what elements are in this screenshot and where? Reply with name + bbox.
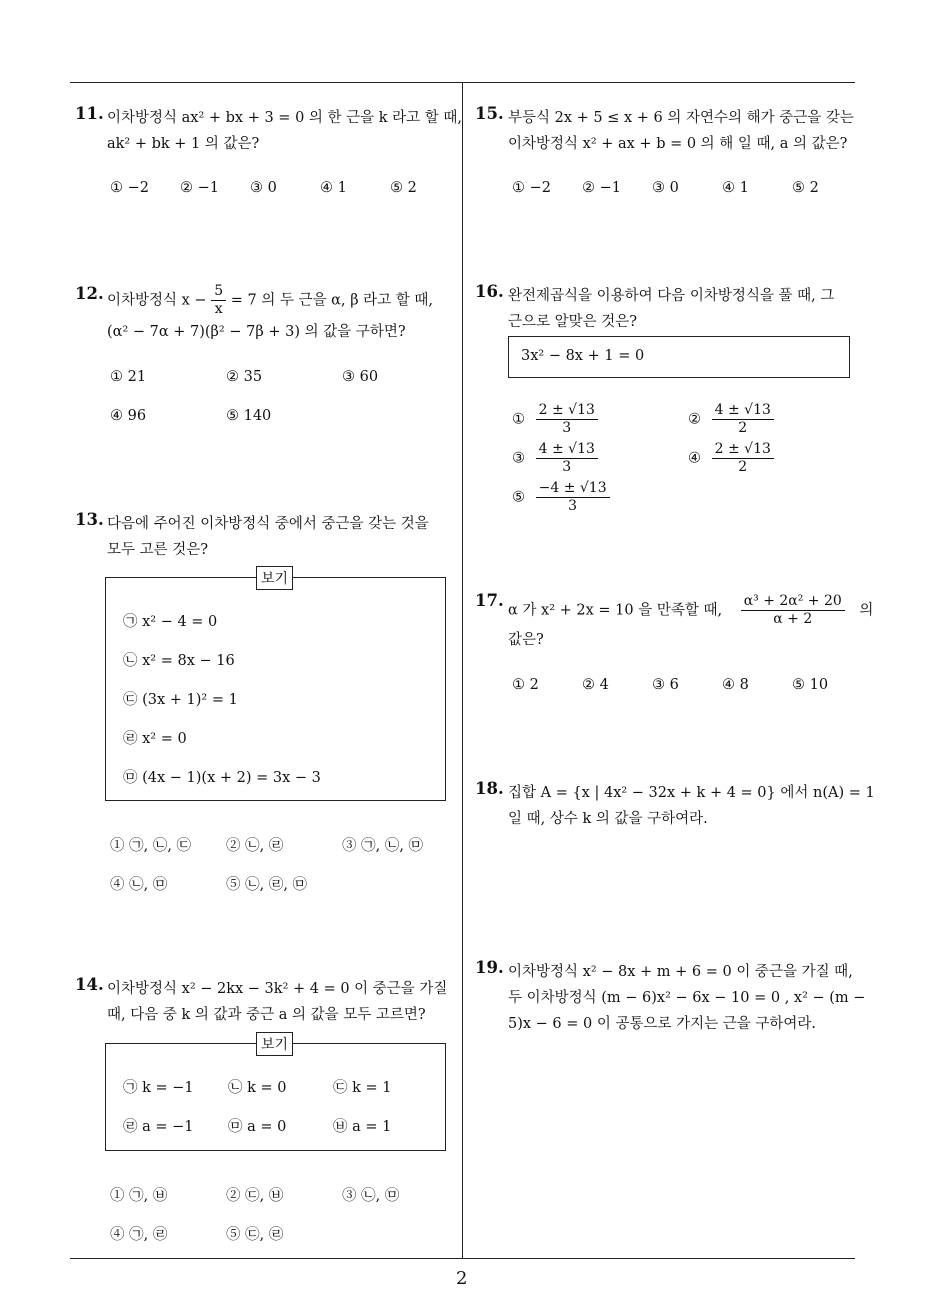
q16-choice-5-num: −4 ± √13 bbox=[536, 480, 610, 498]
q12-choice-1[interactable]: ① 21 bbox=[110, 369, 147, 385]
q17-choice-1[interactable]: ① 2 bbox=[512, 677, 539, 693]
q12-fraction bbox=[211, 283, 226, 318]
q14-item-3: ㉢ k = 1 bbox=[333, 1080, 392, 1096]
q13-text-line1: 다음에 주어진 이차방정식 중에서 중근을 갖는 것을 bbox=[107, 516, 429, 532]
q16-choice-1-num: 2 ± √13 bbox=[536, 402, 598, 420]
q11-choice-2[interactable]: ② −1 bbox=[180, 180, 219, 196]
page-number: 2 bbox=[456, 1268, 468, 1289]
q13-choice-4[interactable]: ④ ㉡, ㉤ bbox=[110, 877, 168, 893]
q17-line1-pre: α 가 x² + 2x = 10 을 만족할 때, bbox=[508, 602, 723, 619]
q16-choice-1-mark: ① bbox=[512, 411, 525, 428]
q13-item-1: ㉠ x² − 4 = 0 bbox=[123, 614, 218, 630]
q11-choice-1[interactable]: ① −2 bbox=[110, 180, 149, 196]
q16-choice-4-fraction bbox=[712, 441, 774, 476]
q14-choice-1[interactable]: ① ㉠, ㉥ bbox=[110, 1188, 168, 1204]
question-number-19: 19. bbox=[475, 958, 504, 977]
q16-choice-1-den: 3 bbox=[562, 420, 572, 436]
q11-choice-5[interactable]: ⑤ 2 bbox=[390, 180, 417, 196]
q14-text-line1: 이차방정식 x² − 2kx − 3k² + 4 = 0 이 중근을 가질 bbox=[107, 981, 448, 997]
q16-choice-4[interactable] bbox=[688, 441, 774, 476]
question-number-13: 13. bbox=[75, 510, 104, 529]
q16-choice-2[interactable] bbox=[688, 402, 774, 437]
column-divider bbox=[462, 82, 463, 1258]
q12-text-line1 bbox=[107, 283, 433, 318]
q11-text-line2: ak² + bk + 1 의 값은? bbox=[107, 136, 260, 152]
q11-choice-3[interactable]: ③ 0 bbox=[250, 180, 277, 196]
q17-fraction bbox=[741, 593, 845, 628]
question-number-18: 18. bbox=[475, 779, 504, 798]
q17-text-line2: 값은? bbox=[508, 632, 544, 648]
question-number-16: 16. bbox=[475, 282, 504, 301]
q16-choice-2-num: 4 ± √13 bbox=[712, 402, 774, 420]
q12-frac-num: 5 bbox=[211, 283, 226, 301]
q13-choice-2[interactable]: ② ㉡, ㉣ bbox=[226, 838, 284, 854]
q17-text-line1 bbox=[508, 593, 873, 628]
q16-choice-1[interactable] bbox=[512, 402, 598, 437]
q19-text-line1: 이차방정식 x² − 8x + m + 6 = 0 이 중근을 가질 때, bbox=[508, 964, 853, 980]
q16-choice-4-num: 2 ± √13 bbox=[712, 441, 774, 459]
q14-item-5: ㉤ a = 0 bbox=[228, 1119, 287, 1135]
q14-choice-2[interactable]: ② ㉢, ㉥ bbox=[226, 1188, 284, 1204]
q19-text-line3: 5)x − 6 = 0 이 공통으로 가지는 근을 구하여라. bbox=[508, 1016, 816, 1032]
q16-choice-1-fraction bbox=[536, 402, 598, 437]
q15-choice-5[interactable]: ⑤ 2 bbox=[792, 180, 819, 196]
q14-choice-4[interactable]: ④ ㉠, ㉣ bbox=[110, 1227, 168, 1243]
q15-choice-2[interactable]: ② −1 bbox=[582, 180, 621, 196]
q11-choice-4[interactable]: ④ 1 bbox=[320, 180, 347, 196]
question-number-15: 15. bbox=[475, 104, 504, 123]
q12-choice-2[interactable]: ② 35 bbox=[226, 369, 263, 385]
q15-choice-3[interactable]: ③ 0 bbox=[652, 180, 679, 196]
q16-equation: 3x² − 8x + 1 = 0 bbox=[521, 348, 645, 364]
q16-choice-3-fraction bbox=[536, 441, 598, 476]
q12-frac-den: x bbox=[214, 301, 223, 317]
q13-item-4: ㉣ x² = 0 bbox=[123, 731, 187, 747]
q17-choice-3[interactable]: ③ 6 bbox=[652, 677, 679, 693]
q16-choice-2-den: 2 bbox=[738, 420, 748, 436]
q16-choice-5[interactable] bbox=[512, 480, 610, 515]
q14-item-6: ㉥ a = 1 bbox=[333, 1119, 392, 1135]
q16-choice-3[interactable] bbox=[512, 441, 598, 476]
q17-frac-num: α³ + 2α² + 20 bbox=[741, 593, 845, 611]
q16-choice-2-fraction bbox=[712, 402, 774, 437]
q13-bogi-label: 보기 bbox=[256, 566, 293, 590]
q15-choice-1[interactable]: ① −2 bbox=[512, 180, 551, 196]
q13-choice-3[interactable]: ③ ㉠, ㉡, ㉤ bbox=[342, 838, 424, 854]
q14-item-2: ㉡ k = 0 bbox=[228, 1080, 287, 1096]
q16-choice-4-mark: ④ bbox=[688, 450, 701, 467]
q13-text-line2: 모두 고른 것은? bbox=[107, 542, 209, 558]
q16-choice-2-mark: ② bbox=[688, 411, 701, 428]
q12-choice-3[interactable]: ③ 60 bbox=[342, 369, 379, 385]
q17-choice-4[interactable]: ④ 8 bbox=[722, 677, 749, 693]
q14-item-4: ㉣ a = −1 bbox=[123, 1119, 194, 1135]
q14-bogi-label: 보기 bbox=[256, 1032, 293, 1056]
question-number-14: 14. bbox=[75, 975, 104, 994]
question-number-12: 12. bbox=[75, 284, 104, 303]
q16-text-line2: 근으로 알맞은 것은? bbox=[508, 314, 638, 330]
q13-item-3: ㉢ (3x + 1)² = 1 bbox=[123, 692, 238, 708]
q15-text-line2: 이차방정식 x² + ax + b = 0 의 해 일 때, a 의 값은? bbox=[508, 136, 848, 152]
q13-choice-5[interactable]: ⑤ ㉡, ㉣, ㉤ bbox=[226, 877, 308, 893]
q14-choice-3[interactable]: ③ ㉡, ㉤ bbox=[342, 1188, 400, 1204]
q14-text-line2: 때, 다음 중 k 의 값과 중근 a 의 값을 모두 고르면? bbox=[107, 1007, 426, 1023]
question-number-17: 17. bbox=[475, 591, 504, 610]
bottom-rule bbox=[70, 1258, 855, 1259]
q15-choice-4[interactable]: ④ 1 bbox=[722, 180, 749, 196]
q18-text-line1: 집합 A = {x | 4x² − 32x + k + 4 = 0} 에서 n(A) = 1 bbox=[508, 785, 875, 801]
q17-choice-2[interactable]: ② 4 bbox=[582, 677, 609, 693]
question-number-11: 11. bbox=[75, 104, 104, 123]
q11-text-line1: 이차방정식 ax² + bx + 3 = 0 의 한 근을 k 라고 할 때, bbox=[107, 110, 463, 126]
q17-frac-den: α + 2 bbox=[773, 611, 813, 627]
q12-choice-5[interactable]: ⑤ 140 bbox=[226, 408, 272, 424]
q12-line1-post: = 7 의 두 근을 α, β 라고 할 때, bbox=[230, 292, 434, 309]
q13-item-5: ㉤ (4x − 1)(x + 2) = 3x − 3 bbox=[123, 770, 321, 786]
q14-choice-5[interactable]: ⑤ ㉢, ㉣ bbox=[226, 1227, 284, 1243]
q17-choice-5[interactable]: ⑤ 10 bbox=[792, 677, 829, 693]
q12-text-line2: (α² − 7α + 7)(β² − 7β + 3) 의 값을 구하면? bbox=[107, 324, 406, 340]
q16-choice-3-mark: ③ bbox=[512, 450, 525, 467]
q16-choice-3-num: 4 ± √13 bbox=[536, 441, 598, 459]
q15-text-line1: 부등식 2x + 5 ≤ x + 6 의 자연수의 해가 중근을 갖는 bbox=[508, 110, 854, 126]
q16-choice-5-mark: ⑤ bbox=[512, 489, 525, 506]
q16-choice-4-den: 2 bbox=[738, 459, 748, 475]
q19-text-line2: 두 이차방정식 (m − 6)x² − 6x − 10 = 0 , x² − (m − bbox=[508, 990, 866, 1006]
q13-item-2: ㉡ x² = 8x − 16 bbox=[123, 653, 235, 669]
q13-choice-1[interactable]: ① ㉠, ㉡, ㉢ bbox=[110, 838, 192, 854]
q16-choice-5-den: 3 bbox=[568, 498, 578, 514]
q16-choice-5-fraction bbox=[536, 480, 610, 515]
q16-choice-3-den: 3 bbox=[562, 459, 572, 475]
q18-text-line2: 일 때, 상수 k 의 값을 구하여라. bbox=[508, 811, 708, 827]
q12-line1-pre: 이차방정식 x − bbox=[107, 292, 207, 309]
q14-item-1: ㉠ k = −1 bbox=[123, 1080, 194, 1096]
q16-text-line1: 완전제곱식을 이용하여 다음 이차방정식을 풀 때, 그 bbox=[508, 288, 835, 304]
q17-line1-post: 의 bbox=[859, 602, 874, 619]
q12-choice-4[interactable]: ④ 96 bbox=[110, 408, 147, 424]
